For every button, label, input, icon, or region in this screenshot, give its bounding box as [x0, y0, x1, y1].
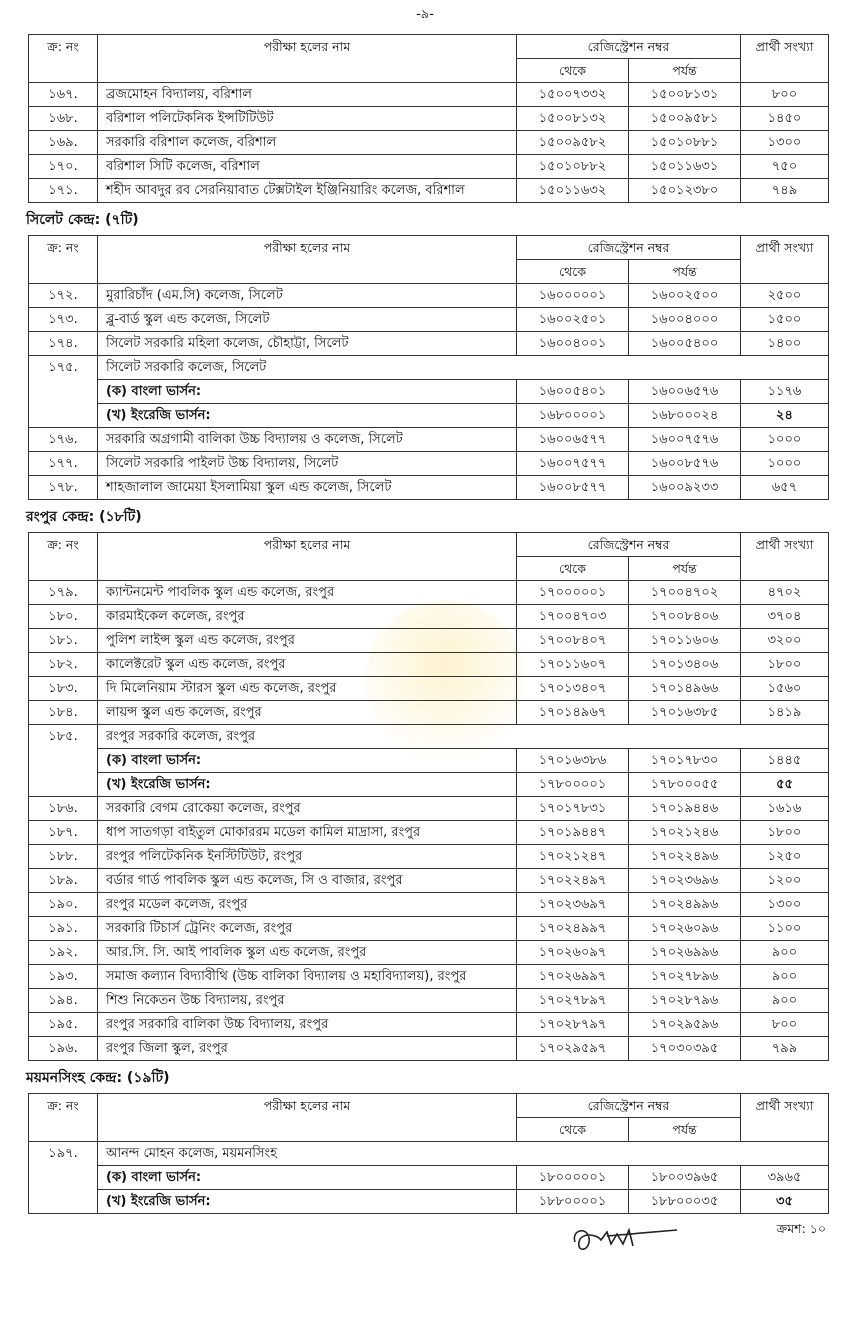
candidate-count: ৮০০ — [741, 83, 829, 107]
reg-from: ১৬০০০০০১ — [517, 284, 629, 308]
header-hall-name: পরীক্ষা হলের নাম — [98, 1094, 517, 1142]
hall-name: রংপুর জিলা স্কুল, রংপুর — [98, 1037, 517, 1061]
hall-name: কালেক্টরেট স্কুল এন্ড কলেজ, রংপুর — [98, 653, 517, 677]
page-number: -৯- — [416, 7, 434, 22]
hall-name: বর্ডার গার্ড পাবলিক স্কুল এন্ড কলেজ, সি ও বাজার, রংপুর — [98, 869, 517, 893]
header-row — [29, 1094, 829, 1118]
hall-name: সিলেট সরকারি পাইলট উচ্চ বিদ্যালয়, সিলেট — [98, 452, 517, 476]
header-hall-name: পরীক্ষা হলের নাম — [98, 236, 517, 284]
header-to: পর্যন্ত — [629, 557, 741, 581]
reg-to: ১৭০২৮৭৯৬ — [629, 989, 741, 1013]
reg-from: ১৭০২৭৮৯৭ — [517, 989, 629, 1013]
serial-number: ১৭৯. — [29, 581, 98, 605]
reg-from: ১৭০২৮৭৯৭ — [517, 1013, 629, 1037]
header-candidate-count: প্রার্থী সংখ্যা — [741, 533, 829, 581]
header-serial: ক্র: নং — [29, 236, 98, 284]
hall-name: আর.সি. সি. আই পাবলিক স্কুল এন্ড কলেজ, রংপুর — [98, 941, 517, 965]
reg-from: ১৭০২৯৫৯৭ — [517, 1037, 629, 1061]
serial-number: ১৮১. — [29, 629, 98, 653]
reg-to: ১৫০১০৮৮১ — [629, 131, 741, 155]
candidate-count: ১৩০০ — [741, 131, 829, 155]
candidate-count: ৯০০ — [741, 989, 829, 1013]
header-candidate-count: প্রার্থী সংখ্যা — [741, 35, 829, 83]
candidate-count: ১৫৬০ — [741, 677, 829, 701]
hall-name: ক্যান্টনমেন্ট পাবলিক স্কুল এন্ড কলেজ, রংপুর — [98, 581, 517, 605]
reg-from: ১৬০০৫৪০১ — [517, 380, 629, 404]
candidate-count: ৩৯৬৫ — [741, 1166, 829, 1190]
reg-to: ১৮০০৩৯৬৫ — [629, 1166, 741, 1190]
version-row — [29, 749, 829, 773]
reg-to: ১৭০২৭৮৯৬ — [629, 965, 741, 989]
reg-from: ১৬৮০০০০১ — [517, 404, 629, 428]
version-name: (খ) ইংরেজি ভার্সন: — [98, 1190, 517, 1214]
table-row — [29, 83, 829, 107]
candidate-count: ১২৫০ — [741, 845, 829, 869]
hall-name: সরকারি বেগম রোকেয়া কলেজ, রংপুর — [98, 797, 517, 821]
candidate-count: ৯০০ — [741, 965, 829, 989]
table-row — [29, 1142, 829, 1166]
table-row — [29, 452, 829, 476]
serial-number: ১৯২. — [29, 941, 98, 965]
reg-from: ১৭০১৯৪৪৭ — [517, 821, 629, 845]
candidate-count: ১৮০০ — [741, 653, 829, 677]
version-name: (ক) বাংলা ভার্সন: — [98, 749, 517, 773]
table-row — [29, 821, 829, 845]
reg-from: ১৭০০৮৪০৭ — [517, 629, 629, 653]
table-row — [29, 1037, 829, 1061]
candidate-count: ১১৭৬ — [741, 380, 829, 404]
candidate-count: ৭৪৯ — [741, 179, 829, 203]
hall-name: সরকারি বরিশাল কলেজ, বরিশাল — [98, 131, 517, 155]
candidate-count: ১৪৪৫ — [741, 749, 829, 773]
reg-to: ১৮৮০০০৩৫ — [629, 1190, 741, 1214]
serial-number: ১৬৯. — [29, 131, 98, 155]
table-row — [29, 893, 829, 917]
header-candidate-count: প্রার্থী সংখ্যা — [741, 236, 829, 284]
serial-number: ১৯৪. — [29, 989, 98, 1013]
candidate-count: ১০০০ — [741, 428, 829, 452]
reg-from: ১৮০০০০০১ — [517, 1166, 629, 1190]
version-row — [29, 1190, 829, 1214]
hall-name: রংপুর সরকারি কলেজ, রংপুর — [98, 725, 829, 749]
header-from: থেকে — [517, 59, 629, 83]
hall-name: ব্লু-বার্ড স্কুল এন্ড কলেজ, সিলেট — [98, 308, 517, 332]
reg-to: ১৬০০৮৫৭৬ — [629, 452, 741, 476]
serial-number: ১৭৬. — [29, 428, 98, 452]
reg-from: ১৭৮০০০০১ — [517, 773, 629, 797]
reg-from: ১৮৮০০০০১ — [517, 1190, 629, 1214]
reg-from: ১৫০০৭৩৩২ — [517, 83, 629, 107]
table-row — [29, 797, 829, 821]
reg-to: ১৭০২১২৪৬ — [629, 821, 741, 845]
reg-from: ১৭০১৪৯৬৭ — [517, 701, 629, 725]
table-row — [29, 941, 829, 965]
header-serial: ক্র: নং — [29, 533, 98, 581]
table-row — [29, 332, 829, 356]
hall-name: কারমাইকেল কলেজ, রংপুর — [98, 605, 517, 629]
candidate-count: ১৪৫০ — [741, 107, 829, 131]
serial-number: ১৭১. — [29, 179, 98, 203]
candidate-count: ৬৫৭ — [741, 476, 829, 500]
reg-to: ১৭০২৩৬৯৬ — [629, 869, 741, 893]
serial-number: ১৭৫. — [29, 356, 98, 428]
serial-number: ১৭৮. — [29, 476, 98, 500]
candidate-count: ৭৫০ — [741, 155, 829, 179]
table-row — [29, 677, 829, 701]
reg-to: ১৭০২৬৯৯৬ — [629, 941, 741, 965]
reg-to: ১৬০০৯২৩৩ — [629, 476, 741, 500]
serial-number: ১৮৩. — [29, 677, 98, 701]
version-row — [29, 380, 829, 404]
table-row — [29, 653, 829, 677]
version-name: (খ) ইংরেজি ভার্সন: — [98, 404, 517, 428]
header-from: থেকে — [517, 260, 629, 284]
exam-hall-table — [28, 34, 829, 203]
reg-to: ১৫০১২৩৮০ — [629, 179, 741, 203]
version-name: (ক) বাংলা ভার্সন: — [98, 380, 517, 404]
reg-to: ১৭০১৩৪০৬ — [629, 653, 741, 677]
version-name: (ক) বাংলা ভার্সন: — [98, 1166, 517, 1190]
hall-name: মুরারিচাঁদ (এম.সি) কলেজ, সিলেট — [98, 284, 517, 308]
version-row — [29, 404, 829, 428]
candidate-count: ৪৭০২ — [741, 581, 829, 605]
table-row — [29, 356, 829, 380]
serial-number: ১৯৬. — [29, 1037, 98, 1061]
reg-from: ১৭০১৭৮৩১ — [517, 797, 629, 821]
table-row — [29, 428, 829, 452]
reg-to: ১৭০১৯৪৪৬ — [629, 797, 741, 821]
reg-from: ১৭০১৩৪০৭ — [517, 677, 629, 701]
serial-number: ১৭২. — [29, 284, 98, 308]
candidate-count: ১৬১৬ — [741, 797, 829, 821]
reg-to: ১৫০১১৬৩১ — [629, 155, 741, 179]
reg-to: ১৬০০২৫০০ — [629, 284, 741, 308]
candidate-count: ১০০০ — [741, 452, 829, 476]
table-row — [29, 131, 829, 155]
table-row — [29, 965, 829, 989]
serial-number: ১৯৩. — [29, 965, 98, 989]
reg-from: ১৭০০৪৭০৩ — [517, 605, 629, 629]
reg-to: ১৬০০৫৪০০ — [629, 332, 741, 356]
hall-name: লায়ন্স স্কুল এন্ড কলেজ, রংপুর — [98, 701, 517, 725]
reg-from: ১৭০২৪৯৯৭ — [517, 917, 629, 941]
reg-from: ১৬০০৮৫৭৭ — [517, 476, 629, 500]
candidate-count: ১৩০০ — [741, 893, 829, 917]
section-title: সিলেট কেন্দ্র: (৭টি) — [26, 212, 139, 228]
candidate-count: ১৫০০ — [741, 308, 829, 332]
table-row — [29, 989, 829, 1013]
version-row — [29, 1166, 829, 1190]
candidate-count: ৯০০ — [741, 941, 829, 965]
table-row — [29, 155, 829, 179]
candidate-count: ২৪ — [741, 404, 829, 428]
footer — [0, 1220, 826, 1260]
header-registration: রেজিস্ট্রেশন নম্বর — [517, 35, 741, 59]
header-to: পর্যন্ত — [629, 1118, 741, 1142]
candidate-count: ১৮০০ — [741, 821, 829, 845]
serial-number: ১৭৪. — [29, 332, 98, 356]
hall-name: সরকারি টিচার্স ট্রেনিং কলেজ, রংপুর — [98, 917, 517, 941]
table-row — [29, 1013, 829, 1037]
table-row — [29, 869, 829, 893]
header-serial: ক্র: নং — [29, 1094, 98, 1142]
reg-from: ১৭০২৬০৯৭ — [517, 941, 629, 965]
reg-from: ১৬০০২৫০১ — [517, 308, 629, 332]
serial-number: ১৮২. — [29, 653, 98, 677]
reg-to: ১৭৮০০০৫৫ — [629, 773, 741, 797]
reg-from: ১৭০০০০০১ — [517, 581, 629, 605]
table-row — [29, 284, 829, 308]
reg-from: ১৭০২৩৬৯৭ — [517, 893, 629, 917]
reg-to: ১৫০০৮১৩১ — [629, 83, 741, 107]
serial-number: ১৯০. — [29, 893, 98, 917]
reg-from: ১৭০১৬৩৮৬ — [517, 749, 629, 773]
serial-number: ১৭৭. — [29, 452, 98, 476]
header-row — [29, 35, 829, 59]
reg-to: ১৭০২২৪৯৬ — [629, 845, 741, 869]
table-row — [29, 701, 829, 725]
reg-to: ১৬০০৬৫৭৬ — [629, 380, 741, 404]
header-row — [29, 533, 829, 557]
candidate-count: ১১০০ — [741, 917, 829, 941]
reg-to: ১৭০১১৬০৬ — [629, 629, 741, 653]
candidate-count: ৮০০ — [741, 1013, 829, 1037]
header-to: পর্যন্ত — [629, 59, 741, 83]
serial-number: ১৭৩. — [29, 308, 98, 332]
reg-from: ১৫০১০৮৮২ — [517, 155, 629, 179]
table-row — [29, 605, 829, 629]
reg-from: ১৫০১১৬৩২ — [517, 179, 629, 203]
reg-to: ১৬০০৭৫৭৬ — [629, 428, 741, 452]
reg-to: ১৭০১৪৯৬৬ — [629, 677, 741, 701]
table-row — [29, 581, 829, 605]
reg-to: ১৭০১৭৮৩০ — [629, 749, 741, 773]
serial-number: ১৭০. — [29, 155, 98, 179]
hall-name: ধাপ সাতগড়া বাইতুল মোকাররম মডেল কামিল মাদ্রাসা, রংপুর — [98, 821, 517, 845]
reg-from: ১৫০০৯৫৮২ — [517, 131, 629, 155]
table-row — [29, 725, 829, 749]
reg-from: ১৭০১১৬০৭ — [517, 653, 629, 677]
hall-name: আনন্দ মোহন কলেজ, ময়মনসিংহ — [98, 1142, 829, 1166]
hall-name: রংপুর পলিটেকনিক ইনস্টিটিউট, রংপুর — [98, 845, 517, 869]
serial-number: ১৯১. — [29, 917, 98, 941]
serial-number: ১৮৬. — [29, 797, 98, 821]
reg-to: ১৭০৩০৩৯৫ — [629, 1037, 741, 1061]
version-name: (খ) ইংরেজি ভার্সন: — [98, 773, 517, 797]
header-registration: রেজিস্ট্রেশন নম্বর — [517, 236, 741, 260]
reg-to: ১৭০০৪৭০২ — [629, 581, 741, 605]
reg-to: ১৭০২৪৯৯৬ — [629, 893, 741, 917]
reg-to: ১৭০২৯৫৯৬ — [629, 1013, 741, 1037]
reg-from: ১৭০২২৪৯৭ — [517, 869, 629, 893]
hall-name: শিশু নিকেতন উচ্চ বিদ্যালয়, রংপুর — [98, 989, 517, 1013]
header-candidate-count: প্রার্থী সংখ্যা — [741, 1094, 829, 1142]
serial-number: ১৬৮. — [29, 107, 98, 131]
header-from: থেকে — [517, 557, 629, 581]
hall-name: সমাজ কল্যান বিদ্যাবীথি (উচ্চ বালিকা বিদ্যালয় ও মহাবিদ্যালয়), রংপুর — [98, 965, 517, 989]
reg-to: ১৭০০৮৪০৬ — [629, 605, 741, 629]
header-from: থেকে — [517, 1118, 629, 1142]
header-registration: রেজিস্ট্রেশন নম্বর — [517, 533, 741, 557]
candidate-count: ৩৭০৪ — [741, 605, 829, 629]
header-to: পর্যন্ত — [629, 260, 741, 284]
exam-hall-table — [28, 1093, 829, 1214]
serial-number: ১৮৭. — [29, 821, 98, 845]
hall-name: শহীদ আবদুর রব সেরনিয়াবাত টেক্সটাইল ইঞ্জিনিয়ারিং কলেজ, বরিশাল — [98, 179, 517, 203]
candidate-count: ১৪০০ — [741, 332, 829, 356]
hall-name: দি মিলেনিয়াম স্টারস স্কুল এন্ড কলেজ, রংপুর — [98, 677, 517, 701]
reg-from: ১৫০০৮১৩২ — [517, 107, 629, 131]
header-row — [29, 236, 829, 260]
candidate-count: ৩৫ — [741, 1190, 829, 1214]
reg-to: ১৬০০৪০০০ — [629, 308, 741, 332]
exam-hall-table — [28, 532, 829, 1061]
candidate-count: ৭৯৯ — [741, 1037, 829, 1061]
reg-to: ১৭০১৬৩৮৫ — [629, 701, 741, 725]
reg-from: ১৭০২৬৯৯৭ — [517, 965, 629, 989]
section-title: রংপুর কেন্দ্র: (১৮টি) — [26, 509, 142, 525]
reg-to: ১৭০২৬০৯৬ — [629, 917, 741, 941]
serial-number: ১৮০. — [29, 605, 98, 629]
serial-number: ১৮৮. — [29, 845, 98, 869]
candidate-count: ২৫০০ — [741, 284, 829, 308]
hall-name: সরকারি অগ্রগামী বালিকা উচ্চ বিদ্যালয় ও কলেজ, সিলেট — [98, 428, 517, 452]
hall-name: সিলেট সরকারি মহিলা কলেজ, চৌহাট্টা, সিলেট — [98, 332, 517, 356]
serial-number: ১৯৭. — [29, 1142, 98, 1214]
table-row — [29, 308, 829, 332]
table-row — [29, 917, 829, 941]
hall-name: পুলিশ লাইন্স স্কুল এন্ড কলেজ, রংপুর — [98, 629, 517, 653]
serial-number: ১৬৭. — [29, 83, 98, 107]
hall-name: বরিশাল পলিটেকনিক ইন্সটিটিউট — [98, 107, 517, 131]
candidate-count: ১৪১৯ — [741, 701, 829, 725]
reg-to: ১৫০০৯৫৮১ — [629, 107, 741, 131]
candidate-count: ১২০০ — [741, 869, 829, 893]
signature — [567, 1220, 687, 1260]
exam-hall-table — [28, 235, 829, 500]
section-title: ময়মনসিংহ কেন্দ্র: (১৯টি) — [26, 1070, 170, 1086]
candidate-count: ৩২০০ — [741, 629, 829, 653]
serial-number: ১৮৫. — [29, 725, 98, 797]
serial-number: ১৮৪. — [29, 701, 98, 725]
reg-from: ১৭০২১২৪৭ — [517, 845, 629, 869]
header-registration: রেজিস্ট্রেশন নম্বর — [517, 1094, 741, 1118]
table-row — [29, 179, 829, 203]
table-row — [29, 845, 829, 869]
candidate-count: ৫৫ — [741, 773, 829, 797]
hall-name: সিলেট সরকারি কলেজ, সিলেট — [98, 356, 829, 380]
document-body — [0, 28, 850, 1214]
reg-from: ১৬০০৪০০১ — [517, 332, 629, 356]
continued-note: ক্রমশ: ১০ — [776, 1221, 826, 1236]
table-row — [29, 629, 829, 653]
hall-name: বরিশাল সিটি কলেজ, বরিশাল — [98, 155, 517, 179]
version-row — [29, 773, 829, 797]
header-hall-name: পরীক্ষা হলের নাম — [98, 533, 517, 581]
hall-name: ব্রজমোহন বিদ্যালয়, বরিশাল — [98, 83, 517, 107]
header-serial: ক্র: নং — [29, 35, 98, 83]
serial-number: ১৮৯. — [29, 869, 98, 893]
hall-name: রংপুর সরকারি বালিকা উচ্চ বিদ্যালয়, রংপুর — [98, 1013, 517, 1037]
reg-from: ১৬০০৭৫৭৭ — [517, 452, 629, 476]
serial-number: ১৯৫. — [29, 1013, 98, 1037]
table-row — [29, 476, 829, 500]
reg-from: ১৬০০৬৫৭৭ — [517, 428, 629, 452]
hall-name: রংপুর মডেল কলেজ, রংপুর — [98, 893, 517, 917]
table-row — [29, 107, 829, 131]
hall-name: শাহজালাল জামেয়া ইসলামিয়া স্কুল এন্ড কলেজ, সিলেট — [98, 476, 517, 500]
header-hall-name: পরীক্ষা হলের নাম — [98, 35, 517, 83]
reg-to: ১৬৮০০০২৪ — [629, 404, 741, 428]
